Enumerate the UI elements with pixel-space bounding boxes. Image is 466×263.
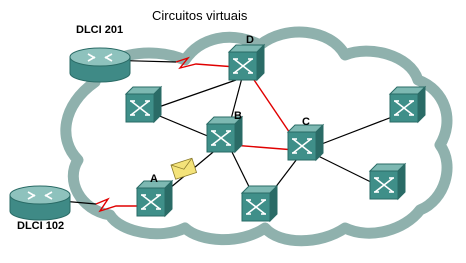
switch-S2 [390,87,425,122]
switch-label-D: D [246,34,254,46]
router-201-label: DLCI 201 [76,24,124,36]
switch-label-C: C [302,116,310,128]
router-102-label: DLCI 102 [17,220,65,232]
diagram-title: Circuitos virtuais [152,8,248,23]
switch-D [229,45,264,80]
router-102 [10,186,70,220]
switch-label-A: A [150,173,158,185]
switch-S1 [126,87,161,122]
switch-A [137,181,172,216]
router-201 [70,48,130,82]
switch-label-B: B [234,110,242,122]
switch-S3 [242,186,277,221]
switch-S4 [370,164,405,199]
switch-C [288,125,323,160]
switch-B [207,117,242,152]
